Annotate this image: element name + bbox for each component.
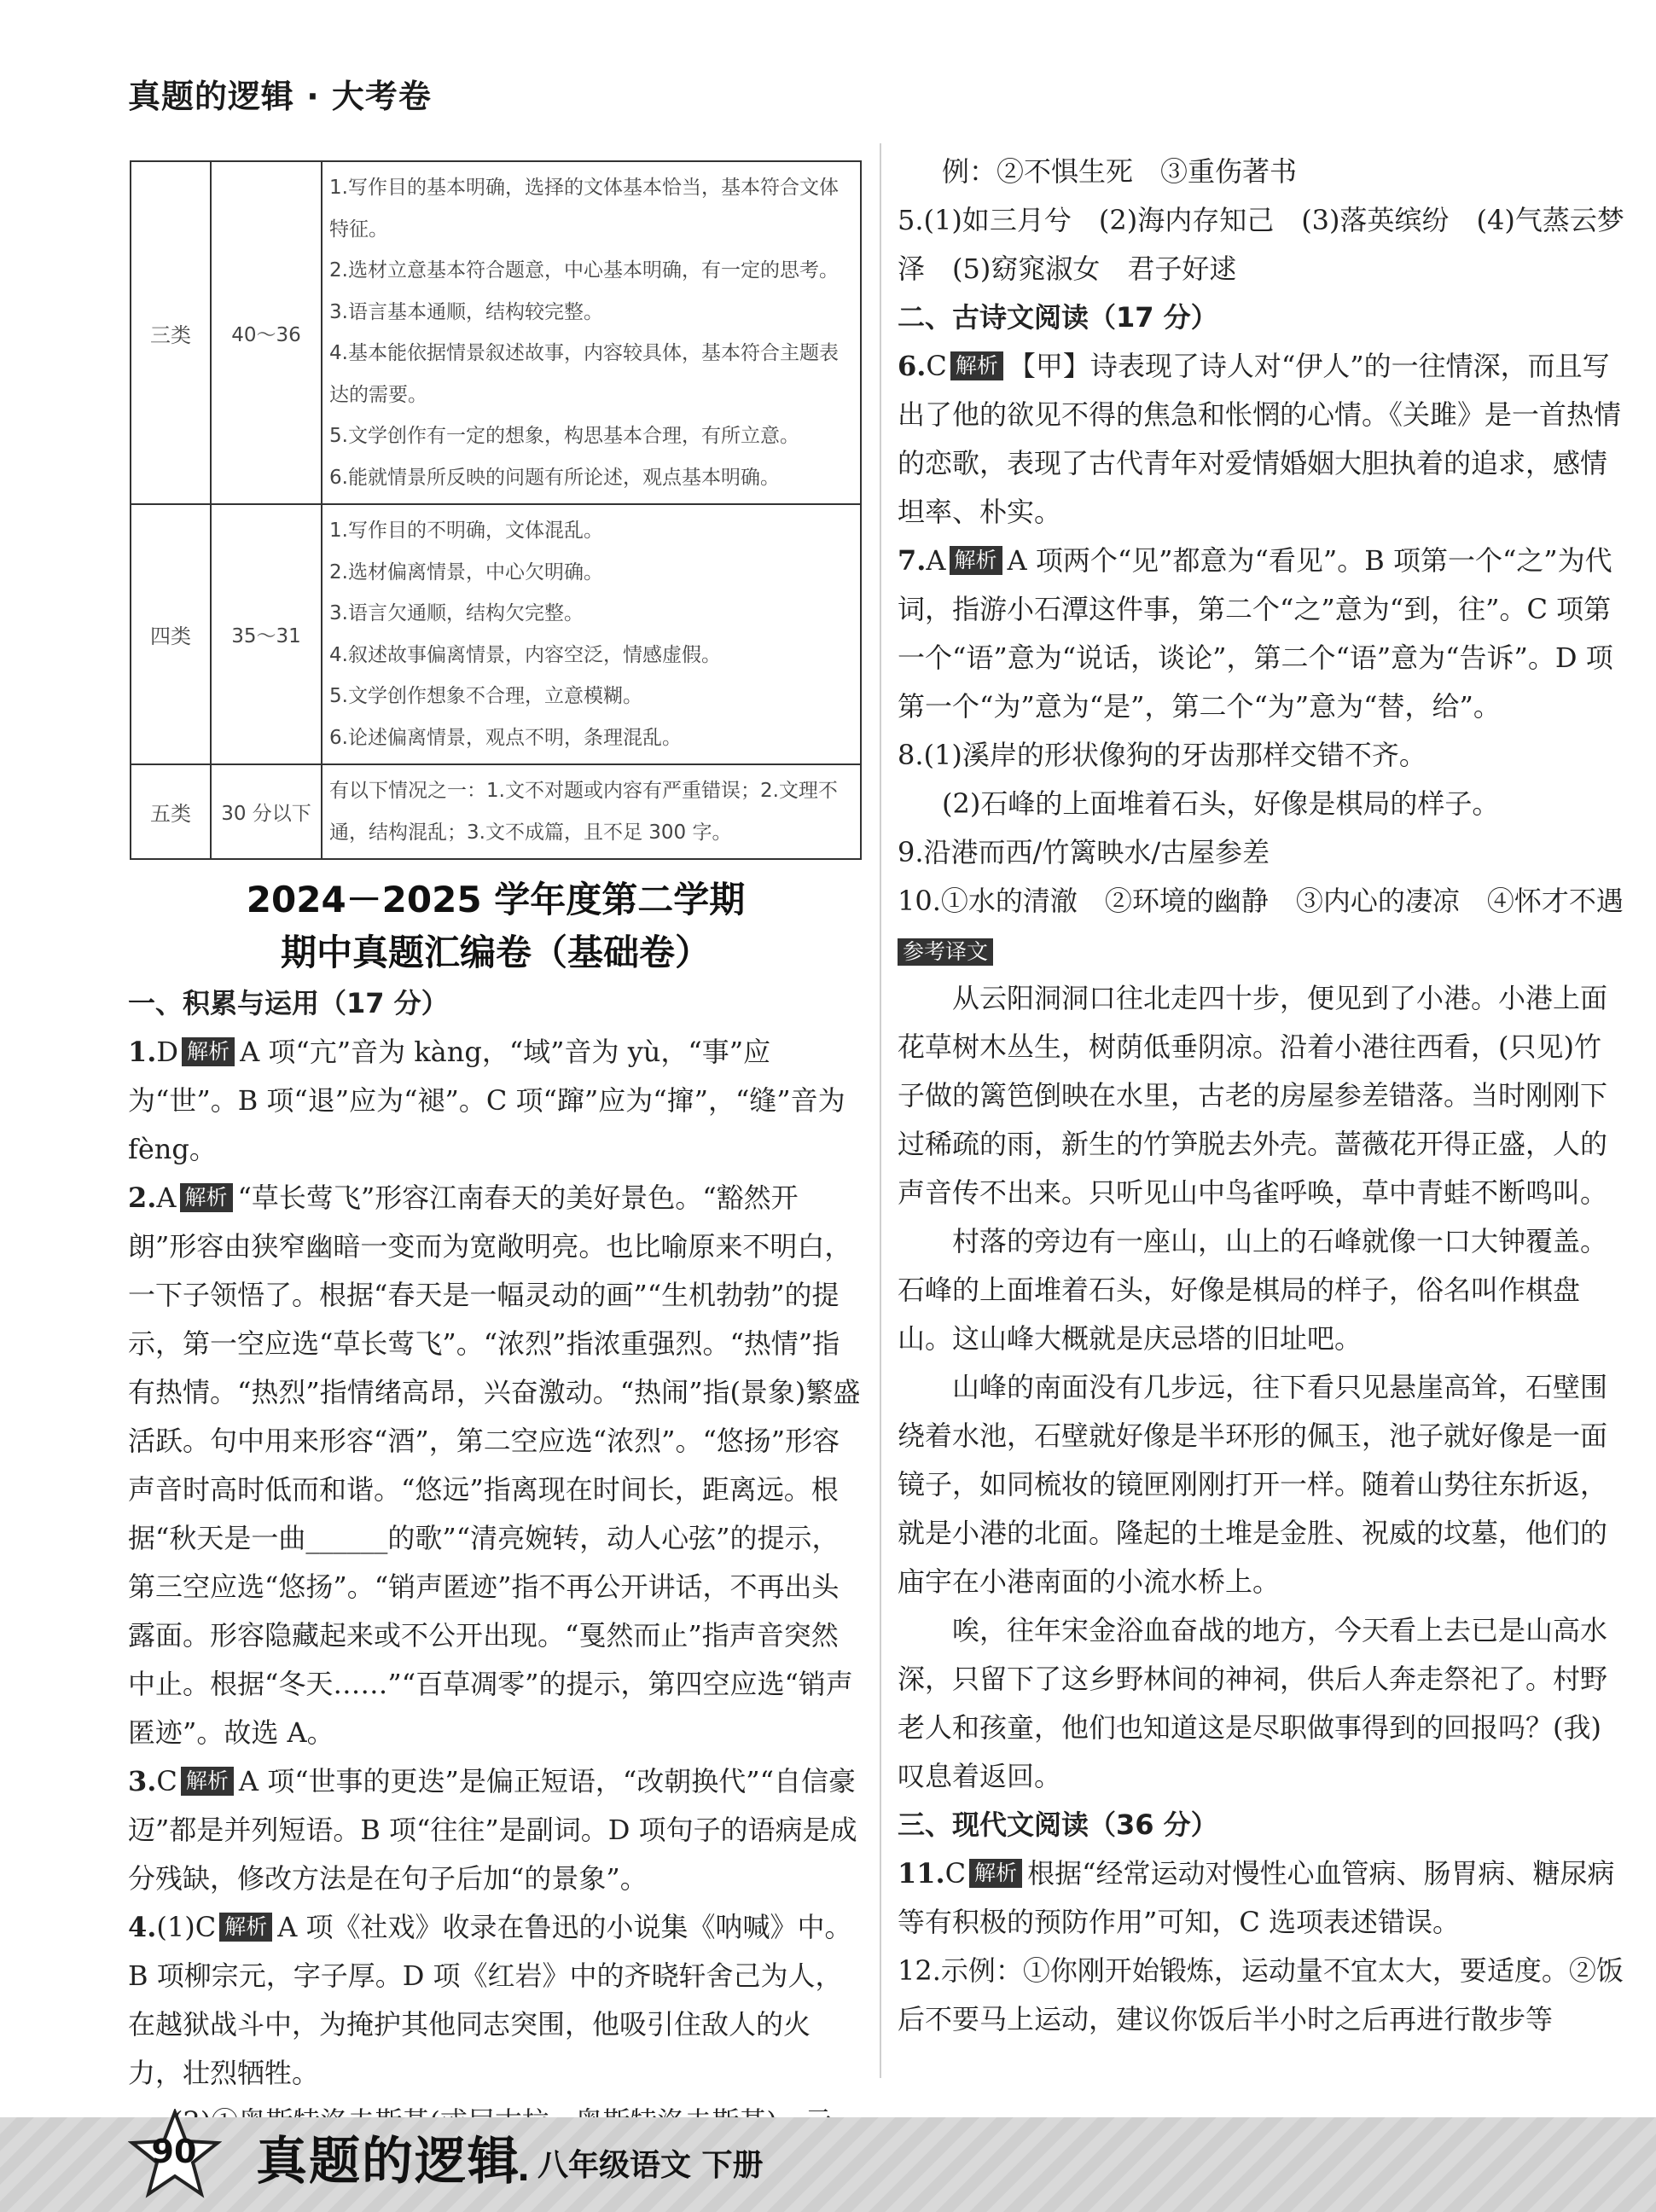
- answer-continuation: 例：②不惧生死 ③重伤著书: [942, 155, 1298, 188]
- analysis-tag: 解析: [181, 1767, 234, 1796]
- question-number: 1.: [128, 1036, 157, 1068]
- answer-item: [128, 1903, 863, 2098]
- footer-subtitle: 八年级语文 下册: [537, 2148, 764, 2183]
- translation-paragraph: 村落的旁边有一座山，山上的石峰就像一口大钟覆盖。石峰的上面堆着石头，好像是棋局的样子，俗名叫作棋盘山。这山峰大概就是庆忌塔的旧址吧。: [898, 1225, 1608, 1355]
- answer-subitem: (2)石峰的上面堆着石头，好像是棋局的样子。: [942, 787, 1500, 820]
- criterion: 3.语言基本通顺，结构较完整。: [329, 300, 603, 323]
- answer-item: [128, 1174, 863, 1757]
- answer-choice: A: [926, 544, 946, 577]
- criterion: 5.文学创作想象不合理，立意模糊。: [329, 685, 642, 707]
- reference-label-row: [898, 926, 1624, 974]
- answer-choice: D: [156, 1036, 179, 1068]
- grade-score: 35～31: [211, 504, 322, 764]
- table-row: [131, 161, 861, 504]
- criterion: 6.能就情景所反映的问题有所论述，观点基本明确。: [329, 466, 780, 489]
- answer-item: [898, 537, 1624, 731]
- analysis-tag: 解析: [182, 1037, 235, 1066]
- grade-criteria: [322, 161, 861, 504]
- answer-choice: A: [156, 1181, 177, 1214]
- analysis-tag: 解析: [180, 1183, 233, 1212]
- criterion: 1.写作目的基本明确，选择的文体基本恰当，基本符合文体特征。: [329, 177, 839, 241]
- answer-item: 5.(1)如三月兮 (2)海内存知己 (3)落英缤纷 (4)气蒸云梦泽 (5)窈窕淑女 君子好逑: [898, 204, 1624, 285]
- question-number: 2.: [128, 1181, 157, 1214]
- answer-item: [898, 1849, 1624, 1947]
- question-number: 3.: [128, 1765, 157, 1797]
- answer-text: A 项“世事的更迭”是偏正短语，“改朝换代”“自信豪迈”都是并列短语。B 项“往往”是副词。D 项句子的语病是成分残缺，修改方法是在句子后加“的景象”。: [128, 1765, 857, 1895]
- criterion: 有以下情况之一：1.文不对题或内容有严重错误；2.文理不通，结构混乱；3.文不成篇，且不足 300 字。: [329, 780, 838, 844]
- running-header: 真题的逻辑 · 大考卷: [128, 78, 432, 115]
- grade-criteria: [322, 504, 861, 764]
- criterion: 5.文学创作有一定的想象，构思基本合理，有所立意。: [329, 425, 799, 447]
- section-heading: 一、积累与运用（17 分）: [128, 987, 449, 1019]
- question-number: 4.: [128, 1911, 157, 1943]
- answer-item: 12.示例：①你刚开始锻炼，运动量不宜太大，要适度。②饭后不要马上运动，建议你饭后半小时之后再进行散步等: [898, 1954, 1624, 2035]
- column-divider: [880, 143, 881, 2078]
- footer-brand: 真题的逻辑: [256, 2132, 520, 2192]
- answer-choice: C: [944, 1857, 967, 1890]
- criterion: 4.叙述故事偏离情景，内容空泛，情感虚假。: [329, 643, 721, 666]
- grade-category: 四类: [131, 504, 211, 764]
- answer-item: 10.①水的清澈 ②环境的幽静 ③内心的凄凉 ④怀才不遇: [898, 885, 1624, 917]
- grade-category: 五类: [131, 764, 211, 859]
- answer-item: 9.沿港而西/竹篱映水/古屋参差: [898, 836, 1270, 868]
- answer-text: A 项“亢”音为 kàng，“域”音为 yù，“事”应为“世”。B 项“退”应为“褪”。C 项“蹿”应为“撺”，“缝”音为 fèng。: [128, 1036, 845, 1165]
- criterion: 4.基本能依据情景叙述故事，内容较具体，基本符合主题表达的需要。: [329, 342, 839, 406]
- grade-score: 30 分以下: [211, 764, 322, 859]
- criterion: 3.语言欠通顺，结构欠完整。: [329, 602, 584, 624]
- answer-text: “草长莺飞”形容江南春天的美好景色。“豁然开朗”形容由狭窄幽暗一变而为宽敞明亮。也比喻原来不明白，一下子领悟了。根据“春天是一幅灵动的画”“生机勃勃”的提示，第一空应选“草长莺飞”。“浓烈”指浓重强烈。“热情”指有热情。“热烈”指情绪高昂，兴奋激动。“热闹”指(景象)繁盛活跃。句中用来形容“酒”，第二空应选“浓烈”。“悠扬”形容声音时高时低而和谐。“悠远”指离现在时间长，距离远。根据“秋天是一曲______的歌”“清亮婉转，动人心弦”的提示，第三空应选“悠扬”。“销声匿迹”指不再公开讲话，不再出头露面。形容隐藏起来或不公开出现。“戛然而止”指声音突然中止。根据“冬天……”“百草凋零”的提示，第四空应选“销声匿迹”。故选 A。: [128, 1181, 861, 1749]
- answer-text: A 项两个“见”都意为“看见”。B 项第一个“之”为代词，指游小石潭这件事，第二个“之”意为“到，往”。C 项第一个“语”意为“说话，谈论”，第二个“语”意为“告诉”。D 项第一个“为”意为“是”，第二个“为”意为“替，给”。: [898, 544, 1613, 723]
- section-heading: 二、古诗文阅读（17 分）: [898, 301, 1218, 334]
- left-column: [128, 979, 863, 2146]
- analysis-tag: 解析: [219, 1913, 272, 1942]
- criterion: 6.论述偏离情景，观点不明，条理混乱。: [329, 726, 682, 749]
- answer-item: [128, 1757, 863, 1903]
- translation-paragraph: 从云阳洞洞口往北走四十步，便见到了小港。小港上面花草树木丛生，树荫低垂阴凉。沿着小港往西看，(只见)竹子做的篱笆倒映在水里，古老的房屋参差错落。当时刚刚下过稀疏的雨，新生的竹笋脱去外壳。蔷薇花开得正盛，人的声音传不出来。只听见山中鸟雀呼唤，草中青蛙不断鸣叫。: [898, 982, 1608, 1209]
- table-row: [131, 764, 861, 859]
- answer-item: [128, 1028, 863, 1174]
- analysis-tag: 解析: [950, 351, 1003, 380]
- exam-title-line2: 期中真题汇编卷（基础卷）: [280, 932, 711, 973]
- answer-text: A 项《社戏》收录在鲁迅的小说集《呐喊》中。B 项柳宗元，字子厚。D 项《红岩》中的齐晓轩舍己为人，在越狱战斗中，为掩护其他同志突围，他吸引住敌人的火力，壮烈牺牲。: [128, 1911, 852, 2089]
- answer-item: 8.(1)溪岸的形状像狗的牙齿那样交错不齐。: [898, 739, 1426, 771]
- answer-choice: C: [926, 350, 947, 382]
- grading-table: [130, 160, 862, 860]
- right-column: [898, 148, 1624, 2044]
- grade-score: 40～36: [211, 161, 322, 504]
- question-number: 11.: [898, 1857, 945, 1890]
- criterion: 2.选材立意基本符合题意，中心基本明确，有一定的思考。: [329, 259, 839, 282]
- analysis-tag: 解析: [969, 1859, 1022, 1888]
- table-row: [131, 504, 861, 764]
- answer-text: 【甲】诗表现了诗人对“伊人”的一往情深，而且写出了他的欲见不得的焦急和怅惘的心情。《关雎》是一首热情的恋歌，表现了古代青年对爱情婚姻大胆执着的追求，感情坦率、朴实。: [898, 350, 1622, 528]
- answer-text: 根据“经常运动对慢性心血管病、肠胃病、糖尿病等有积极的预防作用”可知，C 选项表述错误。: [898, 1857, 1615, 1938]
- criterion: 2.选材偏离情景，中心欠明确。: [329, 560, 603, 583]
- translation-paragraph: 唉，往年宋金浴血奋战的地方，今天看上去已是山高水深，只留下了这乡野林间的神祠，供后人奔走祭祀了。村野老人和孩童，他们也知道这是尽职做事得到的回报吗？(我)叹息着返回。: [898, 1614, 1608, 1792]
- question-number: 7.: [898, 544, 927, 577]
- grade-criteria: [322, 764, 861, 859]
- reference-translation-tag: 参考译文: [898, 938, 993, 966]
- footer-dot: .: [517, 2150, 531, 2189]
- criterion: 1.写作目的不明确，文体混乱。: [329, 520, 603, 542]
- analysis-tag: 解析: [950, 546, 1002, 575]
- answer-choice: (1)C: [156, 1911, 217, 1943]
- answer-item: [898, 342, 1624, 537]
- exam-title-line1: 2024－2025 学年度第二学期: [246, 879, 746, 920]
- translation-paragraph: 山峰的南面没有几步远，往下看只见悬崖高耸，石壁围绕着水池，石壁就好像是半环形的佩玉，池子就好像是一面镜子，如同梳妆的镜匣刚刚打开一样。随着山势往东折返，就是小港的北面。隆起的土堆是金胜、祝威的坟墓，他们的庙宇在小港南面的小流水桥上。: [898, 1371, 1608, 1598]
- section-heading: 三、现代文阅读（36 分）: [898, 1808, 1218, 1841]
- footer-band: [0, 2117, 1656, 2212]
- question-number: 6.: [898, 350, 927, 382]
- page-number: 90: [151, 2133, 197, 2170]
- grade-category: 三类: [131, 161, 211, 504]
- answer-choice: C: [156, 1765, 177, 1797]
